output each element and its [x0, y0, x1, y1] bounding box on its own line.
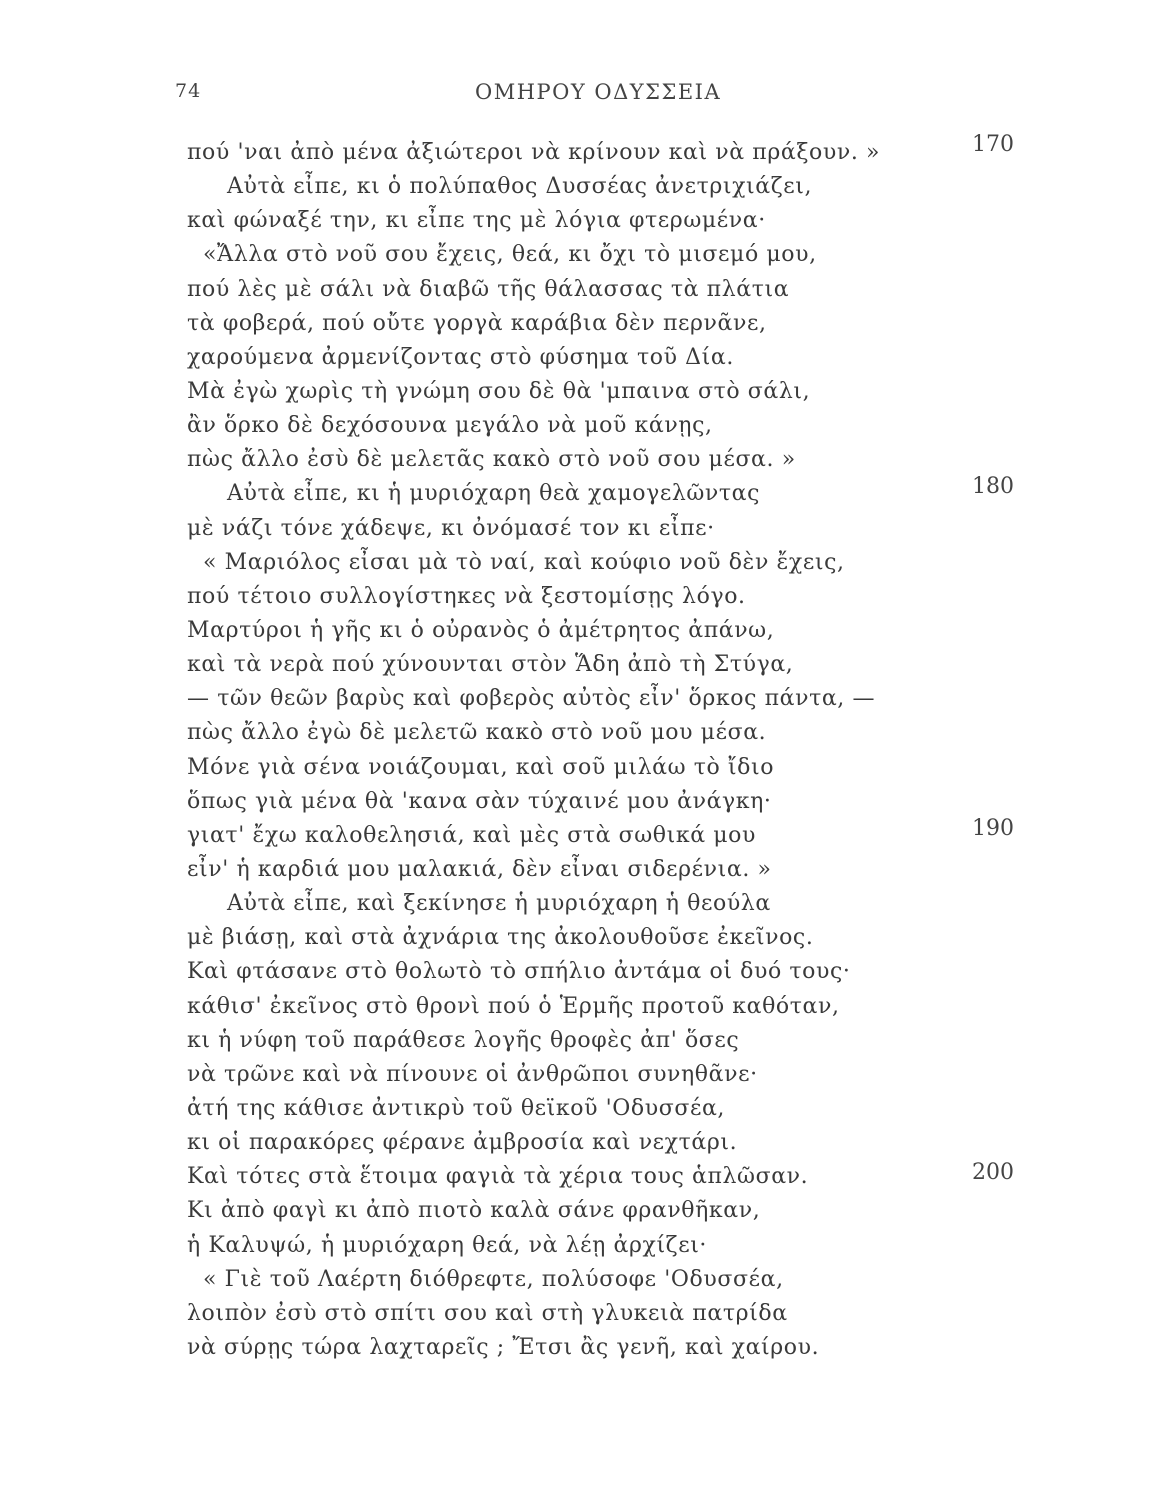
line-number: 190: [972, 816, 1014, 841]
line-number: 200: [972, 1160, 1014, 1185]
verse-line: χαρούμενα ἀρμενίζοντας στὸ φύσημα τοῦ Δία.: [187, 344, 734, 370]
line-number: 180: [972, 474, 1014, 499]
verse-line: Καὶ φτάσανε στὸ θολωτὸ τὸ σπήλιο ἀντάμα οἱ δυό τους·: [187, 959, 851, 985]
verse-line: πὼς ἄλλο ἐσὺ δὲ μελετᾶς κακὸ στὸ νοῦ σου μέσα. »: [187, 447, 796, 473]
verse-line: νὰ τρῶνε καὶ νὰ πίνουνε οἱ ἀνθρῶποι συνηθᾶνε·: [187, 1061, 758, 1087]
verse-line: καὶ φώναξέ την, κι εἶπε της μὲ λόγια φτερωμένα·: [187, 208, 766, 234]
page-number: 74: [175, 80, 202, 102]
verse-line: κι οἱ παρακόρες φέρανε ἀμβροσία καὶ νεχτάρι.: [187, 1130, 738, 1156]
verse-line: μὲ νάζι τόνε χάδεψε, κι ὀνόμασέ τον κι εἶπε·: [187, 515, 715, 541]
verse-line: τὰ φοβερά, πού οὔτε γοργὰ καράβια δὲν περνᾶνε,: [187, 310, 767, 336]
running-title: ΟΜΗΡΟΥ ΟΔΥΣΣΕΙΑ: [475, 80, 722, 104]
verse-line: ὅπως γιὰ μένα θὰ 'κανα σὰν τύχαινέ μου ἀνάγκη·: [187, 788, 772, 814]
verse-line: πού λὲς μὲ σάλι νὰ διαβῶ τῆς θάλασσας τὰ πλάτια: [187, 276, 790, 302]
verse-line: ἀτή της κάθισε ἀντικρὺ τοῦ θεϊκοῦ 'Οδυσσέα,: [187, 1095, 726, 1121]
verse-line: — τῶν θεῶν βαρὺς καὶ φοβερὸς αὐτὸς εἶν' ὅρκος πάντα, —: [187, 686, 876, 712]
verse-line: εἶν' ἡ καρδιά μου μαλακιά, δὲν εἶναι σιδερένια. »: [187, 856, 772, 882]
verse-line: πὼς ἄλλο ἐγὼ δὲ μελετῶ κακὸ στὸ νοῦ μου μέσα.: [187, 720, 767, 746]
verse-line: Μὰ ἐγὼ χωρὶς τὴ γνώμη σου δὲ θὰ 'μπαινα στὸ σάλι,: [187, 378, 811, 404]
verse-line: μὲ βιάσῃ, καὶ στὰ ἀχνάρια της ἀκολουθοῦσε ἐκεῖνος.: [187, 925, 814, 951]
verse-line: « Γιὲ τοῦ Λαέρτη διόθρεφτε, πολύσοφε 'Οδυσσέα,: [203, 1266, 784, 1292]
verse-line: «Ἄλλα στὸ νοῦ σου ἔχεις, θεά, κι ὄχι τὸ μισεμό μου,: [203, 242, 817, 268]
verse-line: καὶ τὰ νερὰ πού χύνουνται στὸν Ἅδη ἀπὸ τὴ Στύγα,: [187, 652, 794, 678]
verse-line: κάθισ' ἐκεῖνος στὸ θρονὶ πού ὁ Ἑρμῆς προτοῦ καθόταν,: [187, 993, 840, 1019]
verse-line: γιατ' ἔχω καλοθελησιά, καὶ μὲς στὰ σωθικά μου: [187, 822, 756, 848]
verse-line: λοιπὸν ἐσὺ στὸ σπίτι σου καὶ στὴ γλυκειὰ πατρίδα: [187, 1300, 788, 1326]
verse-line: Μόνε γιὰ σένα νοιάζουμαι, καὶ σοῦ μιλάω τὸ ἴδιο: [187, 754, 775, 780]
line-number: 170: [972, 132, 1014, 157]
verse-line: πού 'ναι ἀπὸ μένα ἀξιώτεροι νὰ κρίνουν καὶ νὰ πράξουν. »: [187, 140, 881, 165]
verse-line: Αὐτὰ εἶπε, κι ὁ πολύπαθος Δυσσέας ἀνετριχιάζει,: [227, 174, 813, 200]
verse-line: νὰ σύρῃς τώρα λαχταρεῖς ; Ἔτσι ἂς γενῆ, καὶ χαίρου.: [187, 1334, 820, 1360]
verse-line: πού τέτοιο συλλογίστηκες νὰ ξεστομίσῃς λόγο.: [187, 583, 746, 609]
verse-line: Αὐτὰ εἶπε, καὶ ξεκίνησε ἡ μυριόχαρη ἡ θεούλα: [227, 891, 771, 917]
verse-line: ἡ Καλυψώ, ἡ μυριόχαρη θεά, νὰ λέῃ ἀρχίζει·: [187, 1232, 708, 1258]
verse-line: « Μαριόλος εἶσαι μὰ τὸ ναί, καὶ κούφιο νοῦ δὲν ἔχεις,: [203, 549, 845, 575]
page-header: [175, 80, 1055, 110]
verse-line: Καὶ τότες στὰ ἕτοιμα φαγιὰ τὰ χέρια τους ἁπλῶσαν.: [187, 1164, 809, 1190]
poem-text: [187, 136, 927, 1365]
verse-line: ἂν ὅρκο δὲ δεχόσουνα μεγάλο νὰ μοῦ κάνῃς,: [187, 413, 713, 439]
verse-line: Αὐτὰ εἶπε, κι ἡ μυριόχαρη θεὰ χαμογελῶντας: [227, 481, 761, 507]
verse-line: κι ἡ νύφη τοῦ παράθεσε λογῆς θροφὲς ἀπ' ὅσες: [187, 1027, 740, 1053]
verse-line: Μαρτύροι ἡ γῆς κι ὁ οὐρανὸς ὁ ἀμέτρητος ἀπάνω,: [187, 617, 775, 643]
verse-line: Κι ἀπὸ φαγὶ κι ἀπὸ πιοτὸ καλὰ σάνε φρανθῆκαν,: [187, 1198, 761, 1224]
